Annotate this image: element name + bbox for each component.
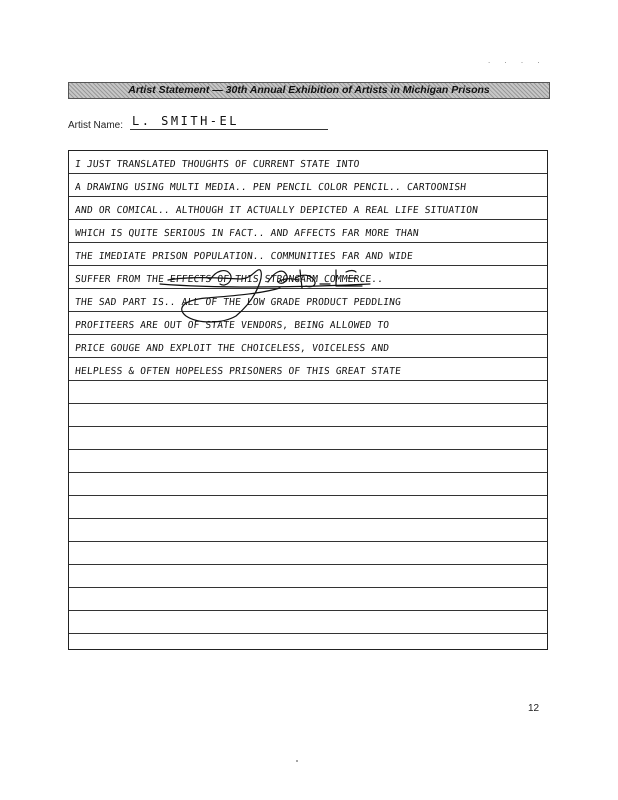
statement-line: THE IMEDIATE PRISON POPULATION.. COMMUNITIES FAR AND WIDE [74, 251, 414, 262]
statement-line: PRICE GOUGE AND EXPLOIT THE CHOICELESS, VOICELESS AND [74, 343, 390, 354]
ruled-line [69, 403, 547, 404]
scan-specks: . . . . [488, 56, 546, 65]
artist-name-underline [130, 129, 328, 130]
statement-line: AND OR COMICAL.. ALTHOUGH IT ACTUALLY DEPICTED A REAL LIFE SITUATION [74, 205, 479, 216]
ruled-line [69, 564, 547, 565]
ruled-line [69, 449, 547, 450]
statement-lined-box [68, 150, 548, 650]
ruled-line [69, 242, 547, 243]
statement-line: WHICH IS QUITE SERIOUS IN FACT.. AND AFFECTS FAR MORE THAN [74, 228, 420, 239]
artist-name-row [68, 114, 330, 134]
ruled-line [69, 518, 547, 519]
ruled-line [69, 610, 547, 611]
statement-line: HELPLESS & OFTEN HOPELESS PRISONERS OF THIS GREAT STATE [74, 366, 402, 377]
artist-name-label: Artist Name: [68, 120, 124, 131]
page-number: 12 [528, 703, 540, 714]
scan-speck [296, 760, 298, 762]
ruled-line [69, 587, 547, 588]
ruled-line [69, 334, 547, 335]
statement-title: Artist Statement — 30th Annual Exhibition of Artists in Michigan Prisons [128, 84, 490, 96]
ruled-line [69, 380, 547, 381]
ruled-line [69, 357, 547, 358]
ruled-line [69, 495, 547, 496]
statement-line: PROFITEERS ARE OUT OF STATE VENDORS, BEING ALLOWED TO [74, 320, 390, 331]
ruled-line [69, 219, 547, 220]
statement-line: A DRAWING USING MULTI MEDIA.. PEN PENCIL COLOR PENCIL.. CARTOONISH [74, 182, 467, 193]
ruled-line [69, 541, 547, 542]
handwritten-signature [150, 258, 380, 328]
ruled-line [69, 472, 547, 473]
ruled-line [69, 426, 547, 427]
artist-name-value: L. SMITH-EL [132, 114, 239, 128]
statement-title-bar [68, 82, 550, 99]
statement-line: THE SAD PART IS.. ALL OF THE LOW GRADE PRODUCT PEDDLING [74, 297, 402, 308]
ruled-line [69, 173, 547, 174]
ruled-line [69, 196, 547, 197]
ruled-line [69, 633, 547, 634]
statement-line: SUFFER FROM THE EFFECTS OF THIS STRONGARM COMMERCE.. [74, 274, 384, 285]
statement-line: I JUST TRANSLATED THOUGHTS OF CURRENT STATE INTO [74, 159, 361, 170]
